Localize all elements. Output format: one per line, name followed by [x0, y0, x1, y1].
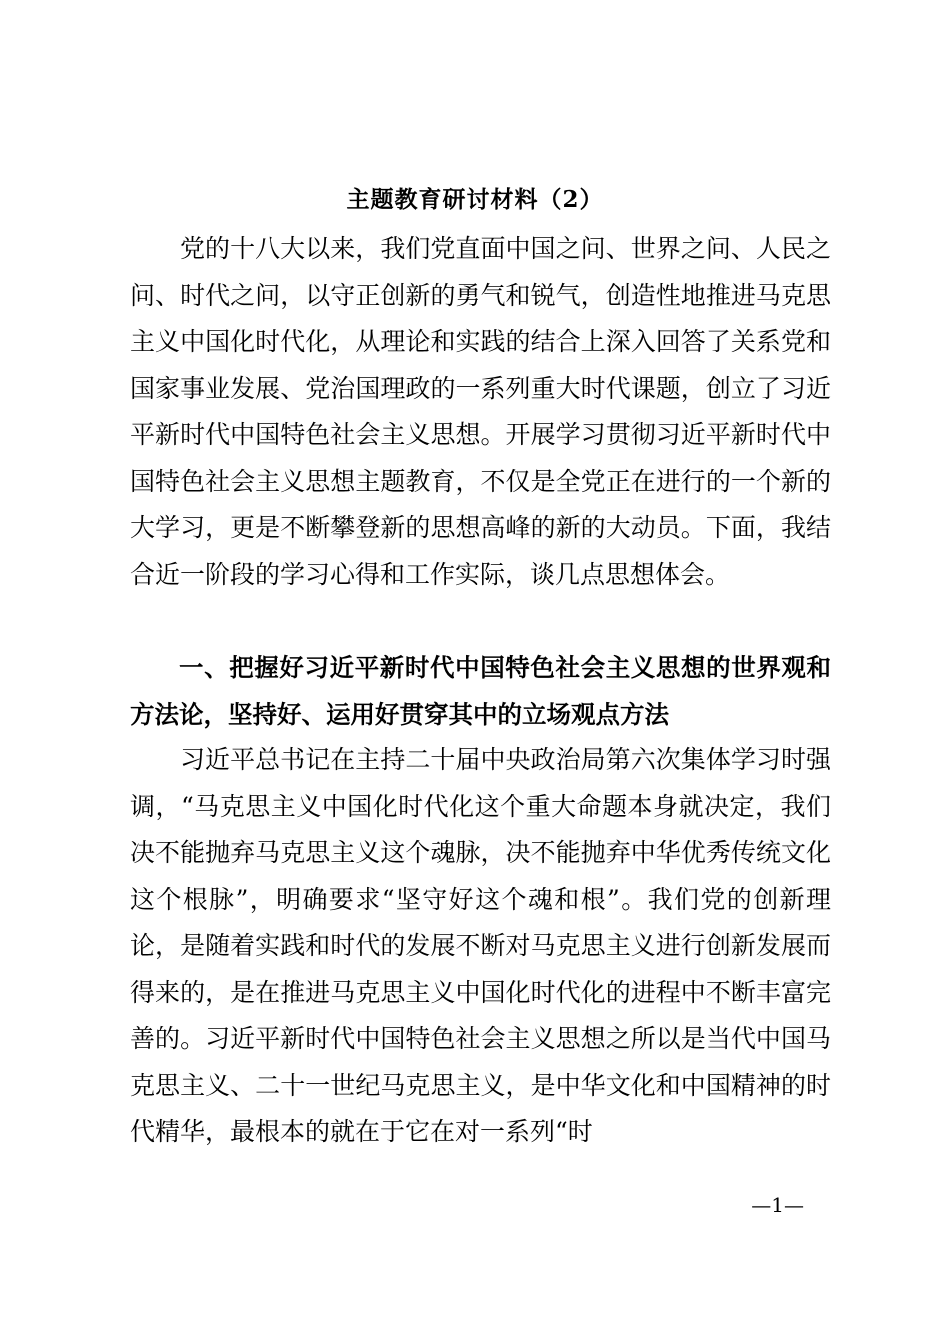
document-title: 主题教育研讨材料（2） [346, 186, 604, 213]
section-heading-1: 一、把握好习近平新时代中国特色社会主义思想的世界观和方法论，坚持好、运用好贯穿其中的立场观点方法 [130, 653, 831, 729]
page-number: —1— [751, 1193, 804, 1217]
body-paragraph-section-1: 习近平总书记在主持二十届中央政治局第六次集体学习时强调，“马克思主义中国化时代化这个重大命题本身就决定，我们决不能抛弃马克思主义这个魂脉，决不能抛弃中华优秀传统文化这个根脉”，明确要求“坚守好这个魂和根”。我们党的创新理论，是随着实践和时代的发展不断对马克思主义进行创新发展而得来的，是在推进马克思主义中国化时代化的进程中不断丰富完善的。习近平新时代中国特色社会主义思想之所以是当代中国马克思主义、二十一世纪马克思主义，是中华文化和中国精神的时代精华，最根本的就在于它在对一系列“时 [130, 745, 831, 1146]
body-paragraph-intro: 党的十八大以来，我们党直面中国之问、世界之问、人民之问、时代之问，以守正创新的勇气和锐气，创造性地推进马克思主义中国化时代化，从理论和实践的结合上深入回答了关系党和国家事业发展、党治国理政的一系列重大时代课题，创立了习近平新时代中国特色社会主义思想。开展学习贯彻习近平新时代中国特色社会主义思想主题教育，不仅是全党正在进行的一个新的大学习，更是不断攀登新的思想高峰的新的大动员。下面，我结合近一阶段的学习心得和工作实际，谈几点思想体会。 [130, 234, 831, 589]
